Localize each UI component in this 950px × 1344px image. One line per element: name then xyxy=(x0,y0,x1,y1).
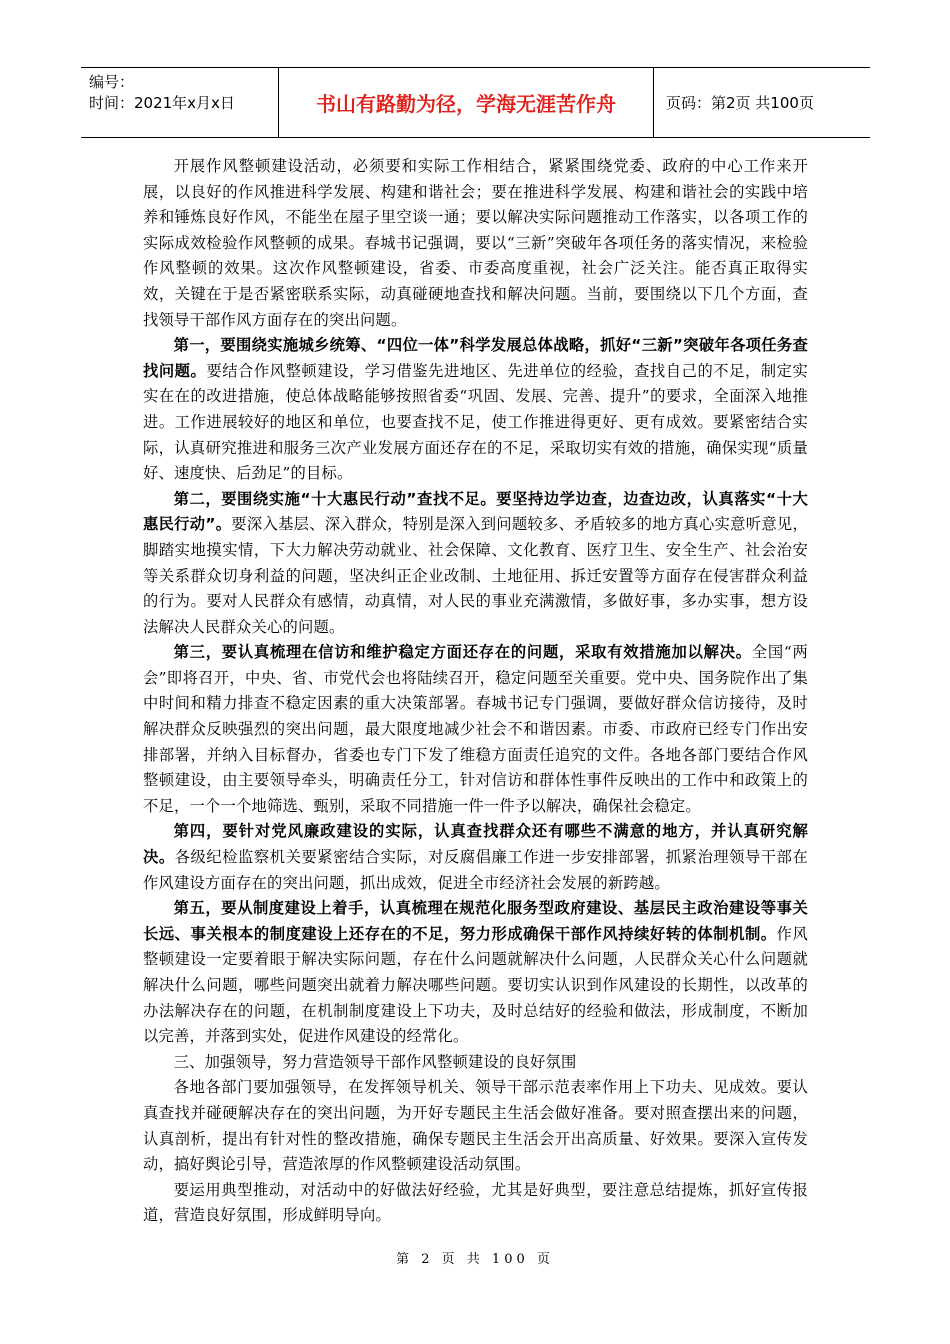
section-heading-text: 三、加强领导，努力营造领导干部作风整顿建设的良好氛围 xyxy=(173,1052,577,1071)
paragraph-text: 开展作风整顿建设活动，必须要和实际工作相结合，紧紧围绕党委、政府的中心工作来开展，以良好的作风推进科学发展、构建和谐社会；要在推进科学发展、构建和谐社会的实践中培养和锤炼良好作风，不能坐在屋子里空谈一通；要以解决实际问题推动工作落实，以各项工作的实际成效检验作风整顿的成果。春城书记强调，要以“三新”突破年各项任务的落实情况，来检验作风整顿的效果。这次作风整顿建设，省委、市委高度重视，社会广泛关注。能否真正取得实效，关键在于是否紧密联系实际，动真碰硬地查找和解决问题。当前，要围绕以下几个方面，查找领导干部作风方面存在的突出问题。 xyxy=(143,157,808,329)
page-header xyxy=(81,67,870,138)
paragraph-text: 要结合作风整顿建设，学习借鉴先进地区、先进单位的经验，查找自己的不足，制定实实在在的改进措施，使总体战略能够按照省委“巩固、发展、完善、提升”的要求，全面深入地推进。工作进展较好的地区和单位，也要查找不足，使工作推进得更好、更有成效。要紧密结合实际，认真研究推进和服务三次产业发展方面还存在的不足，采取切实有效的措施，确保实现“质量好、速度快、后劲足”的目标。 xyxy=(143,361,808,483)
paragraph xyxy=(143,487,808,641)
footer-page-number: 第 2 页 共 100 页 xyxy=(396,1252,554,1267)
paragraph-text: 作风整顿建设一定要着眼于解决实际问题，存在什么问题就解决什么问题，人民群众关心什么问题就解决什么问题，哪些问题突出就着力解决哪些问题。要切实认识到作风建设的长期性，以改革的办法解决存在的问题，在机制制度建设上下功夫，及时总结好的经验和做法，形成制度，不断加以完善，并落到实处，促进作风建设的经常化。 xyxy=(143,924,808,1046)
header-page-cell xyxy=(654,68,870,137)
paragraph xyxy=(143,896,808,1050)
paragraph xyxy=(143,154,808,333)
document-body xyxy=(143,154,808,1229)
paragraph xyxy=(143,1075,808,1177)
paragraph-bold-lead: 第三，要认真梳理在信访和维护稳定方面还存在的问题，采取有效措施加以解决。 xyxy=(173,643,752,662)
section-heading xyxy=(143,1050,808,1076)
document-number-label: 编号： xyxy=(89,73,135,91)
paragraph-bold-lead: 第二，要围绕实施“十大惠民行动”查找不足。要坚持边学边查，边查边改，认真落实“十大惠民行动”。 xyxy=(143,489,808,534)
paragraph-text: 要深入基层、深入群众，特别是深入到问题较多、矛盾较多的地方真心实意听意见，脚踏实地摸实情，下大力解决劳动就业、社会保障、文化教育、医疗卫生、安全生产、社会治安等关系群众切身利益的问题，坚决纠正企业改制、土地征用、拆迁安置等方面存在侵害群众利益的行为。要对人民群众有感情，动真情，对人民的事业充满激情，多做好事，多办实事，想方设法解决人民群众关心的问题。 xyxy=(143,515,808,636)
paragraph-text: 要运用典型推动，对活动中的好做法好经验，尤其是好典型，要注意总结提炼，抓好宣传报道，营造良好氛围，形成鲜明导向。 xyxy=(143,1180,808,1225)
page-footer xyxy=(0,1248,950,1267)
paragraph-text: 全国“两会”即将召开，中央、省、市党代会也将陆续召开，稳定问题至关重要。党中央、国务院作出了集中时间和精力排查不稳定因素的重大决策部署。春城书记专门强调，要做好群众信访接待，及时解决群众反映强烈的突出问题，最大限度地减少社会不和谐因素。市委、市政府已经专门作出安排部署，并纳入目标督办，省委也专门下发了维稳方面责任追究的文件。各地各部门要结合作风整顿建设，由主要领导牵头，明确责任分工，针对信访和群体性事件反映出的工作中和政策上的不足，一个一个地筛选、甄别，采取不同措施一件一件予以解决，确保社会稳定。 xyxy=(143,643,809,815)
paragraph-bold-lead: 第五，要从制度建设上着手，认真梳理在规范化服务型政府建设、基层民主政治建设等事关长远、事关根本的制度建设上还存在的不足，努力形成确保干部作风持续好转的体制机制。 xyxy=(143,899,808,943)
paragraph-bold-lead: 第四，要针对党风廉政建设的实际，认真查找群众还有哪些不满意的地方，并认真研究解决。 xyxy=(143,822,808,867)
paragraph xyxy=(143,640,808,819)
document-time-label: 时间：2021年x月x日 xyxy=(89,94,235,112)
paragraph-bold-lead: 第一，要围绕实施城乡统筹、“四位一体”科学发展总体战略，抓好“三新”突破年各项任务查找问题。 xyxy=(143,336,808,380)
paragraph xyxy=(143,1178,808,1229)
paragraph xyxy=(143,333,808,487)
header-slogan-cell xyxy=(279,68,654,137)
paragraph-text: 各地各部门要加强领导，在发挥领导机关、领导干部示范表率作用上下功夫、见成效。要认真查找并碰硬解决存在的突出问题，为开好专题民主生活会做好准备。要对照查摆出来的问题，认真剖析，提出有针对性的整改措施，确保专题民主生活会开出高质量、好效果。要深入宣传发动，搞好舆论引导，营造浓厚的作风整顿建设活动氛围。 xyxy=(143,1078,808,1174)
header-slogan: 书山有路勤为径，学海无涯苦作舟 xyxy=(316,92,616,116)
header-page-info: 页码：第2页 共100页 xyxy=(666,94,814,112)
paragraph-text: 各级纪检监察机关要紧密结合实际，对反腐倡廉工作进一步安排部署，抓紧治理领导干部在作风建设方面存在的突出问题，抓出成效，促进全市经济社会发展的新跨越。 xyxy=(143,848,808,892)
header-meta xyxy=(81,68,279,137)
paragraph xyxy=(143,819,808,896)
